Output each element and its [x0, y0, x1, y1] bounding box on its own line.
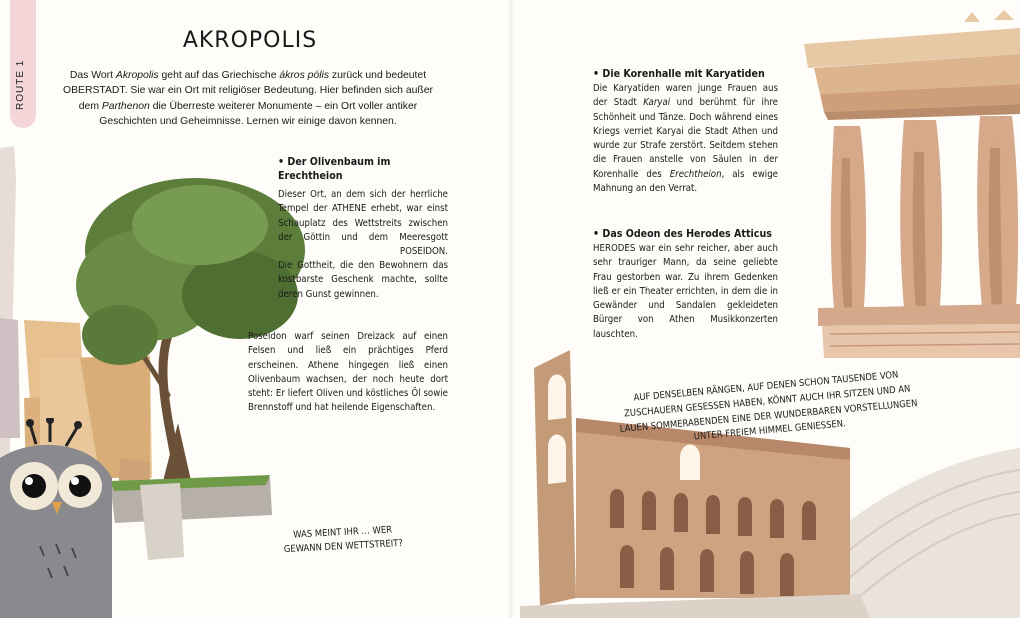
korenhalle-term-erechtheion: Erechtheion: [669, 168, 722, 180]
question-callout: WAS MEINT IHR … WER GEWANN DEN WETTSTREIT?: [283, 524, 404, 555]
page-title: AKROPOLIS: [182, 28, 318, 53]
korenhalle-text-1: Die Karyatiden waren junge Frauen aus der Stadt: [593, 83, 778, 109]
korenhalle-term-karyai: Karyai: [643, 97, 671, 109]
olive-paragraph-2: Die Gottheit, die den Bewohnern das kostbarste Geschenk machte, sollte deren Gunst gewinnen.: [278, 260, 448, 300]
intro-term-akros-polis: ákros pólis: [279, 70, 330, 81]
korenhalle-paragraph: [593, 82, 778, 196]
olive-paragraph-3: Poseidon warf seinen Dreizack auf einen Felsen und ließ ein prächtiges Pferd erscheinen. Athene hingegen ließ einen Olivenbaum wachsen, der noch heute dort steht: Er liefert Oliven und köstliches Öl sowie Brennstoff und hat heilende Eigenschaften.: [248, 331, 448, 414]
owl-illustration: [0, 418, 120, 618]
route-tab-label: ROUTE 1: [15, 59, 26, 110]
korenhalle-text-3: , als ewige Mahnung an den Verrat.: [593, 168, 778, 195]
korenhalle-text-2: und berühmt für ihre Schönheit und Tänze. Doch während eines Kriegs verriet Karyai die Stadt Athen und wurde zur Strafe zerstört. Seitdem stehen die Frauen anstelle von Säulen in der Korenhalle des: [593, 97, 778, 180]
korenhalle-heading: • Die Korenhalle mit Karyatiden: [593, 68, 765, 80]
intro-term-akropolis: Akropolis: [115, 70, 159, 81]
intro-term-parthenon: Parthenon: [101, 100, 150, 112]
olive-tree-heading: • Der Olivenbaum im Erechtheion: [278, 156, 391, 183]
odeon-caption: AUF DENSELBEN RÄNGEN, AUF DENEN SCHON TAUSENDE VON ZUSCHAUERN GESESSEN HABEN, KÖNNT AUCH IHR SITZEN UND AN LAUEN SOMMERABENDEN EINE DER WUNDERBAREN VORSTELLUNGEN UNTER FREIEM HIMMEL GENIESSEN.: [619, 369, 918, 443]
olive-paragraph-1: Dieser Ort, an dem sich der herrliche Tempel der ATHENE erhebt, war einst Schauplatz des Wettstreits zwischen der Göttin und dem Meeresgott POSEIDON.: [278, 189, 448, 258]
intro-paragraph: [60, 68, 436, 130]
odeon-heading: • Das Odeon des Herodes Atticus: [593, 228, 772, 240]
intro-text-1: Das Wort: [69, 70, 116, 81]
caryatid-porch-illustration: [794, 8, 1020, 358]
intro-text-3: zurück und bedeutet OBERSTADT. Sie war ein Ort mit religiöser Bedeutung. Hier befinden sich außer dem: [63, 70, 433, 112]
intro-text-4: die Überreste weiterer Monumente – ein Ort voller antiker Geschichten und Geheimnisse. Lernen wir einige davon kennen.: [99, 100, 418, 128]
book-gutter: [509, 0, 513, 618]
intro-text-2: geht auf das Griechische: [158, 70, 280, 81]
odeon-paragraph: HERODES war ein sehr reicher, aber auch sehr trauriger Mann, da seine geliebte Frau gestorben war. Zu ihrem Gedenken ließ er ein Theater errichten, in dem die in Gewänder und Sandalen gekleideten Bürger von Athen Musikkonzerten lauschten.: [593, 243, 778, 340]
